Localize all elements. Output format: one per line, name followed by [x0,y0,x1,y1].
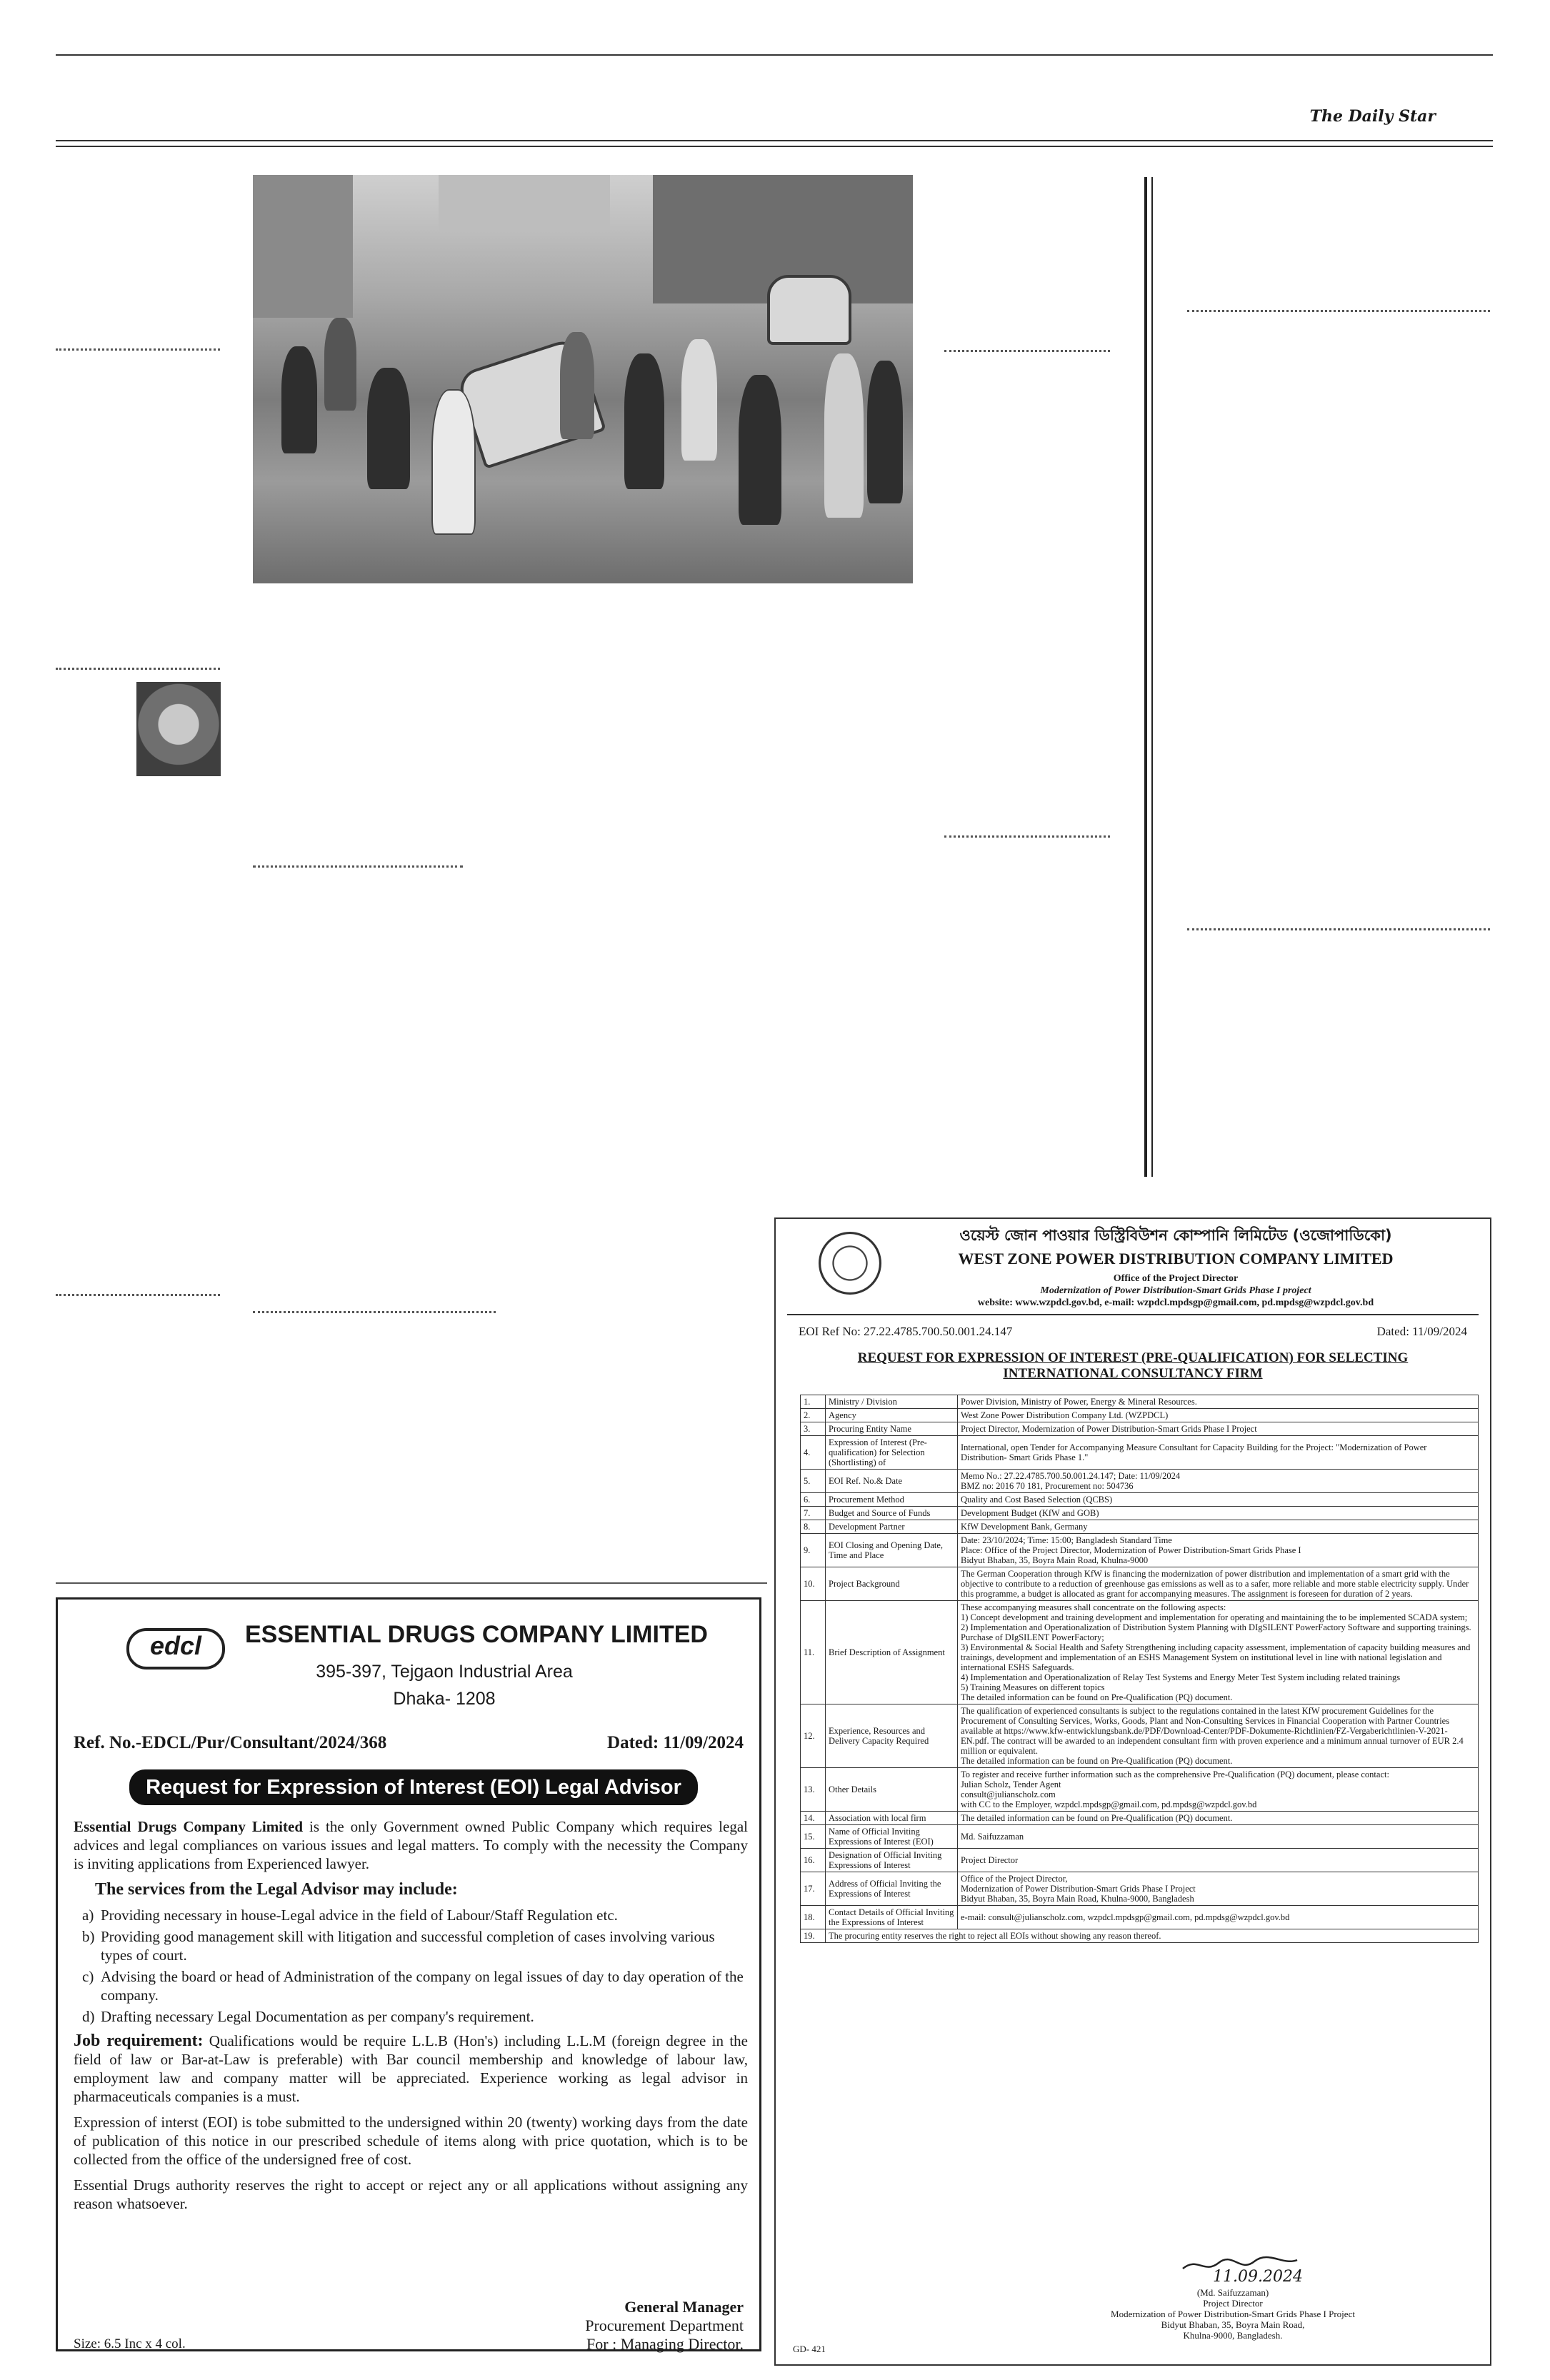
column-bar [1144,177,1147,1177]
signature-block [585,2298,744,2354]
company-name: ESSENTIAL DRUGS COMPANY LIMITED [245,1621,708,1648]
sig-project: Modernization of Power Distribution-Smart Grids Phase I Project [1111,2309,1355,2319]
table-row [801,1395,1479,1409]
website-line: website: www.wzpdcl.gov.bd, e-mail: wzpdcl.mpdsgp@gmail.com, pd.mpdsg@wzpdcl.gov.bd [977,1297,1374,1308]
field-value: KfW Development Bank, Germany [958,1520,1479,1534]
table-row [801,1409,1479,1422]
office-line: Office of the Project Director [1113,1273,1239,1284]
field-value: e-mail: consult@julianscholz.com, wzpdcl.mpdsgp@gmail.com, pd.mpdsg@wzpdcl.gov.bd [958,1906,1479,1929]
address-line: Dhaka- 1208 [393,1689,496,1709]
item-marker: a) [82,1907,94,1924]
table-row [801,1906,1479,1929]
row-number: 16. [801,1849,826,1872]
field-label: EOI Closing and Opening Date, Time and Place [826,1534,958,1567]
reference-number: Ref. No.-EDCL/Pur/Consultant/2024/368 [74,1733,387,1752]
heading-line: REQUEST FOR EXPRESSION OF INTEREST (PRE-QUALIFICATION) FOR SELECTING [857,1350,1409,1365]
edcl-logo: edcl [126,1628,225,1669]
row-number: 10. [801,1567,826,1601]
field-value: Project Director, Modernization of Power Distribution-Smart Grids Phase I Project [958,1422,1479,1436]
field-value: Development Budget (KfW and GOB) [958,1507,1479,1520]
field-label: Ministry / Division [826,1395,958,1409]
item-text: Drafting necessary Legal Documentation as per company's requirement. [101,2008,534,2025]
item-marker: c) [82,1968,94,1985]
field-label: Other Details [826,1768,958,1812]
english-title: WEST ZONE POWER DISTRIBUTION COMPANY LIMITED [958,1250,1394,1267]
field-label: Name of Official Inviting Expressions of Interest (EOI) [826,1825,958,1849]
row-number: 4. [801,1436,826,1470]
table-row [801,1812,1479,1825]
header-double-rule [56,140,1493,141]
field-label: Agency [826,1409,958,1422]
list-item [74,2007,748,2026]
col-separator [944,350,1110,352]
notice-heading [776,1350,1490,1382]
col-separator [56,668,220,670]
signature-date: 11.09.2024 [1213,2268,1303,2286]
row-number: 7. [801,1507,826,1520]
field-value: Memo No.: 27.22.4785.700.50.001.24.147; Date: 11/09/2024 BMZ no: 2016 70 181, Procurement no: 504736 [958,1470,1479,1493]
top-rule [56,54,1493,56]
row-number: 13. [801,1768,826,1812]
gd-number: GD- 421 [793,2344,826,2354]
column-bar [1151,177,1153,1177]
col-separator [944,835,1110,838]
field-value: These accompanying measures shall concentrate on the following aspects: 1) Concept development and training development and implementation for operating and maintaining the to be implemented SCADA system; 2) Implementation and Operationalization of Distribution System Planning with DIgSILENT PowerFactory Software and supporting trainings. Purchase of DIgSILENT PowerFactory; 3) Environmental & Social Health and Safety Strengthening including capacity assessment, implementation of capacity building measures and trainings, development and implementation of an ESHS Management System on institutional level in line with national legislation and international ESHS Safeguards. 4) Implementation and Operationalization of Relay Test Systems and Energy Meter Test System including related trainings 5) Training Measures on different topics The detailed information can be found on Pre-Qualification (PQ) document. [958,1601,1479,1704]
field-value: The German Cooperation through KfW is financing the modernization of power distribution and implementation of a smart grid with the objective to contribute to a reduction of greenhouse gas emissions as well as to a safer, more reliable and more stable electricity supply. Under this programme, a budget is allocated as grant for accompanying measures. The assignment is foreseen for duration of 2 years. [958,1567,1479,1601]
item-marker: b) [82,1928,95,1945]
reserve-paragraph: Essential Drugs authority reserves the right to accept or reject any or all applications without assigning any reason whatsoever. [74,2176,748,2212]
row-number: 2. [801,1409,826,1422]
company-bold: Essential Drugs Company Limited [74,1818,304,1835]
row-number: 8. [801,1520,826,1534]
field-value: Office of the Project Director, Modernization of Power Distribution-Smart Grids Phase I Project Bidyut Bhaban, 35, Boyra Main Road, Khulna-9000, Bangladesh [958,1872,1479,1906]
table-row [801,1601,1479,1704]
table-row [801,1704,1479,1768]
list-item [74,1906,748,1924]
field-label: Association with local firm [826,1812,958,1825]
field-value: Date: 23/10/2024; Time: 15:00; Bangladesh Standard Time Place: Office of the Project Director, Modernization of Power Distribution-Smart Grids Phase I Bidyut Bhaban, 35, Boyra Main Road, Khulna-9000 [958,1534,1479,1567]
field-label: Project Background [826,1567,958,1601]
field-label: Contact Details of Official Inviting the Expressions of Interest [826,1906,958,1929]
table-row [801,1768,1479,1812]
field-label: Brief Description of Assignment [826,1601,958,1704]
table-row [801,1849,1479,1872]
table-row [801,1436,1479,1470]
job-label: Job requirement: [74,2032,204,2050]
ad-top-rule [56,1582,767,1584]
table-row [801,1520,1479,1534]
intro-paragraph [74,1817,748,1873]
row-number: 1. [801,1395,826,1409]
sig-dept: Procurement Department [585,2316,744,2334]
row-number: 18. [801,1906,826,1929]
sig-address: Bidyut Bhaban, 35, Boyra Main Road, [1161,2319,1305,2330]
services-list [74,1906,748,2026]
table-row [801,1825,1479,1849]
wzpdcl-emblem-icon [819,1232,881,1295]
sig-address: Khulna-9000, Bangladesh. [1183,2330,1283,2341]
col-separator [253,865,463,868]
row-number: 6. [801,1493,826,1507]
field-value: West Zone Power Distribution Company Ltd. (WZPDCL) [958,1409,1479,1422]
field-label: Experience, Resources and Delivery Capacity Required [826,1704,958,1768]
row-number: 17. [801,1872,826,1906]
list-item [74,1967,748,2004]
table-row [801,1470,1479,1493]
field-value: International, open Tender for Accompanying Measure Consultant for Capacity Building for the Project: "Modernization of Power Distribution- Smart Grids Phase 1." [958,1436,1479,1470]
table-row [801,1422,1479,1436]
item-text: Advising the board or head of Administration of the company on legal issues of day to day operation of the company. [101,1968,744,2004]
divider [787,1314,1479,1315]
job-requirement [74,2032,748,2106]
job-text: Qualifications would be require L.L.B (Hon's) including L.L.M (foreign degree in the field of law or Bar-at-Law is preferable) with Bar council membership and knowledge of labour law, employment law and company matter will be appreciated. Experience working as legal advisor in pharmaceuticals companies is a must. [74,2032,748,2105]
eoi-ref: EOI Ref No: 27.22.4785.700.50.001.24.147 [799,1325,1013,1338]
services-heading: The services from the Legal Advisor may include: [95,1880,458,1899]
item-marker: d) [82,2008,95,2025]
col-separator [1187,310,1490,312]
row-number: 15. [801,1825,826,1849]
bangla-title: ওয়েস্ট জোন পাওয়ার ডিস্ট্রিবিউশন কোম্পানি লিমিটেড (ওজোপাডিকো) [959,1227,1392,1244]
eoi-table [800,1395,1479,1943]
sig-title: General Manager [624,2298,744,2316]
field-value: Power Division, Ministry of Power, Energy & Mineral Resources. [958,1395,1479,1409]
row-number: 14. [801,1812,826,1825]
project-line: Modernization of Power Distribution-Smart Grids Phase I project [1040,1285,1311,1296]
news-photo [253,175,913,583]
eoi-paragraph: Expression of interst (EOI) is tobe submitted to the undersigned within 20 (twenty) working days from the date of publication of this notice in our prescribed schedule of items along with price quotation, which is to be collected from the office of the undersigned free of cost. [74,2114,748,2168]
row-number: 5. [801,1470,826,1493]
field-label: Budget and Source of Funds [826,1507,958,1520]
heading-line: INTERNATIONAL CONSULTANCY FIRM [1003,1366,1263,1381]
row-number: 11. [801,1601,826,1704]
eoi-banner: Request for Expression of Interest (EOI) Legal Advisor [129,1769,698,1805]
col-separator [56,348,220,351]
table-row [801,1872,1479,1906]
field-value: Project Director [958,1849,1479,1872]
edcl-advertisement [56,1597,761,2351]
field-value: Quality and Cost Based Selection (QCBS) [958,1493,1479,1507]
field-label: Development Partner [826,1520,958,1534]
row-number: 9. [801,1534,826,1567]
table-row [801,1929,1479,1943]
item-text: Providing good management skill with litigation and successful completion of cases involving various types of court. [101,1928,715,1964]
field-value: Md. Saifuzzaman [958,1825,1479,1849]
row-number: 19. [801,1929,826,1943]
field-value: To register and receive further information such as the comprehensive Pre-Qualification (PQ) document, please contact: Julian Scholz, Tender Agent consult@julianscholz.com with CC to the Employer, wzpdcl.mpdsgp@gmail.com, pd.mpdsg@wzpdcl.gov.bd [958,1768,1479,1812]
row-number: 3. [801,1422,826,1436]
table-row [801,1507,1479,1520]
sig-title: Project Director [1203,2298,1263,2309]
row-number: 12. [801,1704,826,1768]
wzpdcl-advertisement [774,1217,1491,2366]
field-label: Address of Official Inviting the Expressions of Interest [826,1872,958,1906]
field-label: EOI Ref. No.& Date [826,1470,958,1493]
table-row [801,1493,1479,1507]
ad-body [74,1817,748,2220]
masthead: The Daily Star [1309,107,1436,126]
field-label: Procuring Entity Name [826,1422,958,1436]
list-item [74,1927,748,1964]
table-row [801,1567,1479,1601]
intro-text: is the only Government owned Public Company which requires legal advices and legal compliances on various issues and legal matters. To comply with the necessity the Company is inviting applications from Experienced lawyer. [74,1818,748,1872]
field-value: The detailed information can be found on Pre-Qualification (PQ) document. [958,1812,1479,1825]
sig-name: (Md. Saifuzzaman) [1196,2287,1269,2298]
field-label: Procurement Method [826,1493,958,1507]
item-text: Providing necessary in house-Legal advice in the field of Labour/Staff Regulation etc. [101,1907,618,1924]
field-label: Designation of Official Inviting Expressions of Interest [826,1849,958,1872]
ad-size: Size: 6.5 Inc x 4 col. [74,2336,186,2351]
date: Dated: 11/09/2024 [1376,1325,1467,1338]
table-row [801,1534,1479,1567]
col-separator [253,1311,496,1313]
signature-block [1033,2287,1433,2341]
date: Dated: 11/09/2024 [607,1733,744,1752]
author-photo [136,682,221,776]
sig-for: For : Managing Director. [586,2335,744,2353]
field-value: The procuring entity reserves the right to reject all EOIs without showing any reason thereof. [826,1929,1479,1943]
col-separator [1187,928,1490,930]
field-value: The qualification of experienced consultants is subject to the regulations contained in the latest KfW procurement Guidelines for the Procurement of Consulting Services, Works, Goods, Plant and Non-Consulting Services in Financial Cooperation with Partner Countries available at https://www.kfw-entwicklungsbank.de/PDF/Download-Center/PDF-Dokumente-Richtlinien/FZ-Vergaberichtlinien-V-2021-EN.pdf. The contract will be awarded to an independent consultant firm with proven experience and a minimum annual turnover of EUR 2.4 million or equivalent. The detailed information can be found on Pre-Qualification (PQ) document. [958,1704,1479,1768]
address-line: 395-397, Tejgaon Industrial Area [316,1662,573,1682]
col-separator [56,1294,220,1296]
field-label: Expression of Interest (Pre-qualification) for Selection (Shortlisting) of [826,1436,958,1470]
header-double-rule-2 [56,146,1493,147]
